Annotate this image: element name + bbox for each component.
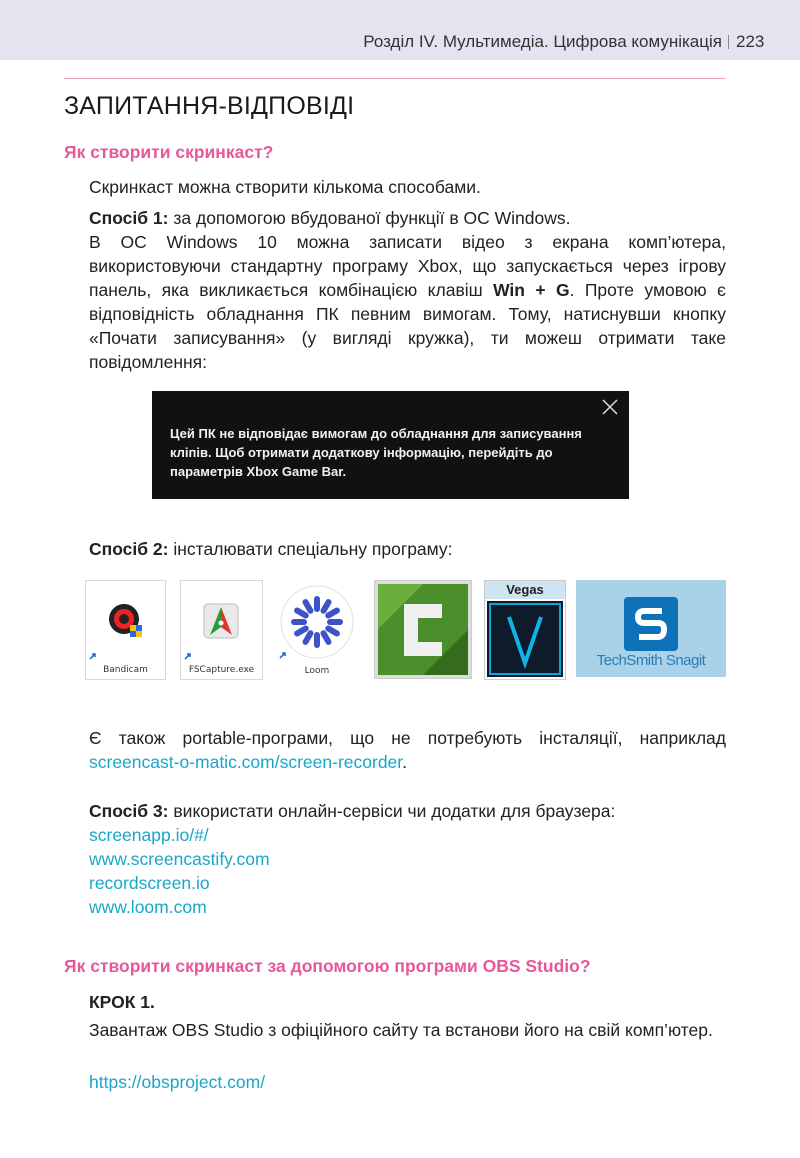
- way-2-text: інсталювати спеціальну програму:: [173, 539, 453, 559]
- shortcut-arrow-icon: [278, 650, 288, 660]
- snagit-app[interactable]: [576, 580, 726, 677]
- loom-caption: Loom: [304, 666, 330, 676]
- link-loom[interactable]: www.loom.com: [89, 897, 207, 917]
- section-title: Розділ IV. Мультимедіа. Цифрова комунікація: [363, 32, 722, 51]
- way-3-label: Спосіб 3:: [89, 801, 169, 821]
- way-1-keys: Win + G: [493, 280, 570, 300]
- page-number: 223: [736, 32, 765, 51]
- camtasia-icon: [378, 584, 468, 675]
- portable-text: [89, 726, 726, 774]
- link-obsproject[interactable]: https://obsproject.com/: [89, 1072, 266, 1092]
- intro-text: Скринкаст можна створити кількома способами.: [89, 177, 481, 197]
- fscapture-caption: FSCapture.exe: [188, 665, 255, 675]
- way-1-body-b: . Проте умовою є відповідність обладнання ПК певним вимогам. Тому, натиснувши кнопку «Почати записування» (у вигляді кружка), ти можеш отримати таке повідомлення:: [89, 280, 726, 372]
- loom-icon: [279, 584, 355, 660]
- page-title: ЗАПИТАННЯ-ВІДПОВІДІ: [64, 92, 355, 120]
- portable-end: .: [402, 752, 408, 772]
- vegas-icon: [487, 601, 563, 677]
- notice-message: Цей ПК не відповідає вимогам до обладнання для записування кліпів. Щоб отримати додаткову інформацію, перейдіть до параметрів Xbox Game Bar.: [170, 426, 582, 479]
- fscapture-icon: [201, 601, 241, 641]
- loom-app[interactable]: [276, 580, 358, 678]
- link-recordscreen[interactable]: recordscreen.io: [89, 873, 210, 893]
- way-3-text: використати онлайн-сервіси чи додатки для браузера:: [173, 801, 616, 821]
- question-2: Як створити скринкаст за допомогою програми OBS Studio?: [64, 956, 591, 976]
- camtasia-app[interactable]: [374, 580, 472, 679]
- way-3: [89, 799, 726, 919]
- portable-sentence: Є також portable-програми, що не потребують інсталяції, наприклад: [89, 728, 726, 748]
- snagit-caption: TechSmith Snagit: [596, 652, 706, 669]
- page-header: [0, 0, 800, 60]
- portable-link[interactable]: screencast-o-matic.com/screen-recorder: [89, 752, 403, 772]
- question-1: Як створити скринкаст?: [64, 142, 274, 162]
- close-icon[interactable]: [601, 398, 619, 416]
- way-1-body-a: В ОС Windows 10 можна записати відео з екрана комп’ютера, використовуючи стандартну програму Xbox, що запускається через ігрову панель, яка викликається комбінацією клавіш: [89, 232, 726, 300]
- snagit-icon: [624, 597, 678, 651]
- link-screencastify[interactable]: www.screencastify.com: [89, 849, 270, 869]
- obs-link-wrap: [89, 1070, 726, 1094]
- link-screenapp[interactable]: screenapp.io/#/: [89, 825, 209, 845]
- step-label: КРОК 1.: [89, 992, 155, 1012]
- way-2: [89, 537, 726, 561]
- shortcut-arrow-icon: [88, 651, 98, 661]
- way-1-text: за допомогою вбудованої функції в ОС Windows.: [173, 208, 571, 228]
- vegas-app[interactable]: [484, 580, 566, 680]
- way-2-label: Спосіб 2:: [89, 539, 169, 559]
- way-1: [89, 206, 726, 374]
- title-rule: [64, 78, 726, 79]
- shortcut-arrow-icon: [183, 651, 193, 661]
- step-text: Завантаж OBS Studio з офіційного сайту та встанови його на свій комп’ютер.: [89, 1020, 713, 1040]
- bandicam-app[interactable]: [85, 580, 166, 680]
- bandicam-icon: [106, 601, 146, 641]
- xbox-notice: [152, 391, 629, 499]
- fscapture-app[interactable]: [180, 580, 263, 680]
- way-1-label: Спосіб 1:: [89, 208, 169, 228]
- header-divider: [728, 35, 729, 49]
- bandicam-caption: Bandicam: [103, 665, 148, 675]
- vegas-label: Vegas: [485, 581, 565, 599]
